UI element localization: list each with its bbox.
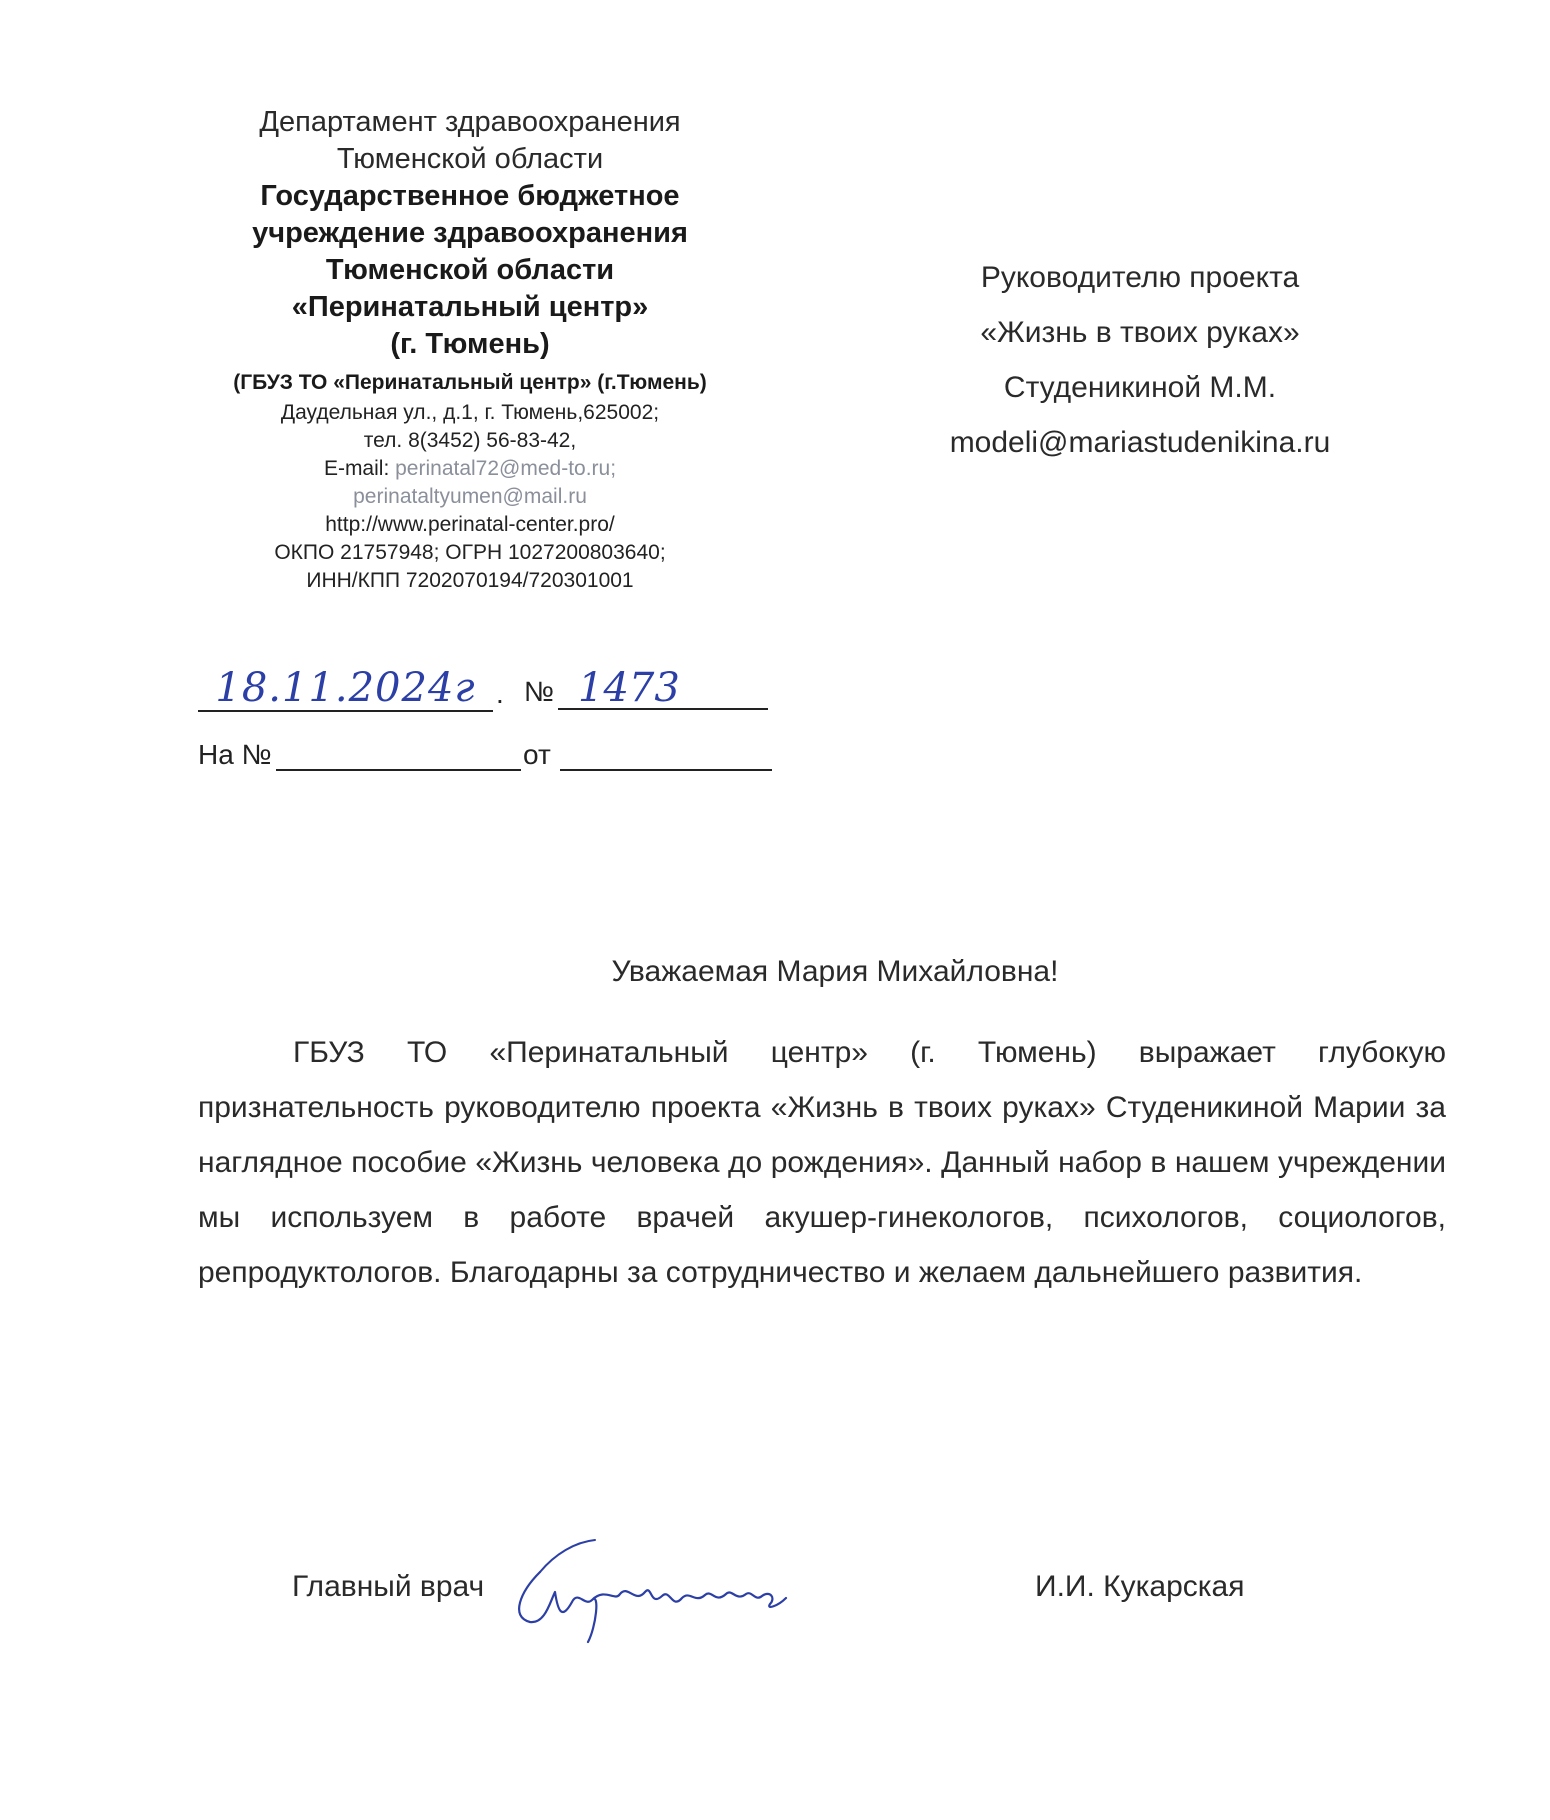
reference-line — [198, 735, 788, 775]
email-label: E-mail: — [323, 457, 390, 480]
outgoing-number: 1473 — [558, 668, 768, 710]
organization-name-line3: Тюменской области — [325, 254, 615, 286]
reference-number-blank — [276, 735, 521, 771]
salutation: Уважаемая Мария Михайловна! — [611, 955, 1059, 988]
number-label: № — [524, 676, 555, 707]
organization-name-line2: учреждение здравоохранения — [252, 217, 688, 249]
addressee-block — [920, 250, 1360, 470]
letterhead — [170, 104, 770, 595]
email-link-secondary[interactable]: perinataltyumen@mail.ru — [353, 485, 587, 508]
addressee-email[interactable]: modeli@mariastudenikina.ru — [949, 426, 1331, 459]
addressee-name: Студеникиной М.М. — [1003, 371, 1277, 404]
date-dot: . — [496, 678, 504, 709]
organization-email-line — [170, 455, 770, 483]
addressee-project: «Жизнь в твоих руках» — [980, 316, 1300, 349]
organization-name-line5: (г. Тюмень) — [390, 328, 550, 360]
signatory-name: И.И. Кукарская — [1035, 1570, 1245, 1603]
signatory-title: Главный врач — [292, 1570, 485, 1603]
inn-kpp: ИНН/КПП 7202070194/720301001 — [306, 569, 634, 592]
organization-address: Даудельная ул., д.1, г. Тюмень,625002; — [280, 401, 660, 424]
registration-line — [198, 665, 778, 712]
okpo-ogrn: ОКПО 21757948; ОГРН 1027200803640; — [274, 541, 666, 564]
handwritten-signature — [500, 1532, 830, 1647]
department-name-line1: Департамент здравоохранения — [259, 106, 681, 138]
reference-number-label: На № — [198, 739, 272, 770]
organization-phone: тел. 8(3452) 56-83-42, — [363, 429, 577, 452]
letter-body: ГБУЗ ТО «Перинатальный центр» (г. Тюмень) выражает глубокую признательность руководителю проекта «Жизнь в твоих руках» Студеникиной Марии за наглядное пособие «Жизнь человека до рождения». Данный набор в нашем учреждении мы используем в работе врачей акушер-гинекологов, психологов, социологов, репродуктологов. Благодарны за сотрудничество и желаем дальнейшего развития. — [198, 1036, 1446, 1289]
organization-name-line4: «Перинатальный центр» — [291, 291, 649, 323]
addressee-position: Руководителю проекта — [980, 261, 1300, 294]
reference-from-label: от — [523, 739, 551, 770]
organization-short-name: (ГБУЗ ТО «Перинатальный центр» (г.Тюмень) — [233, 371, 707, 394]
website-link[interactable]: http://www.perinatal-center.pro/ — [325, 513, 615, 536]
outgoing-date: 18.11.2024г — [198, 668, 493, 712]
organization-name-line1: Государственное бюджетное — [260, 180, 680, 212]
department-name-line2: Тюменской области — [336, 143, 604, 175]
email-link-primary[interactable]: perinatal72@med-to.ru; — [395, 457, 617, 480]
reference-date-blank — [560, 735, 772, 771]
